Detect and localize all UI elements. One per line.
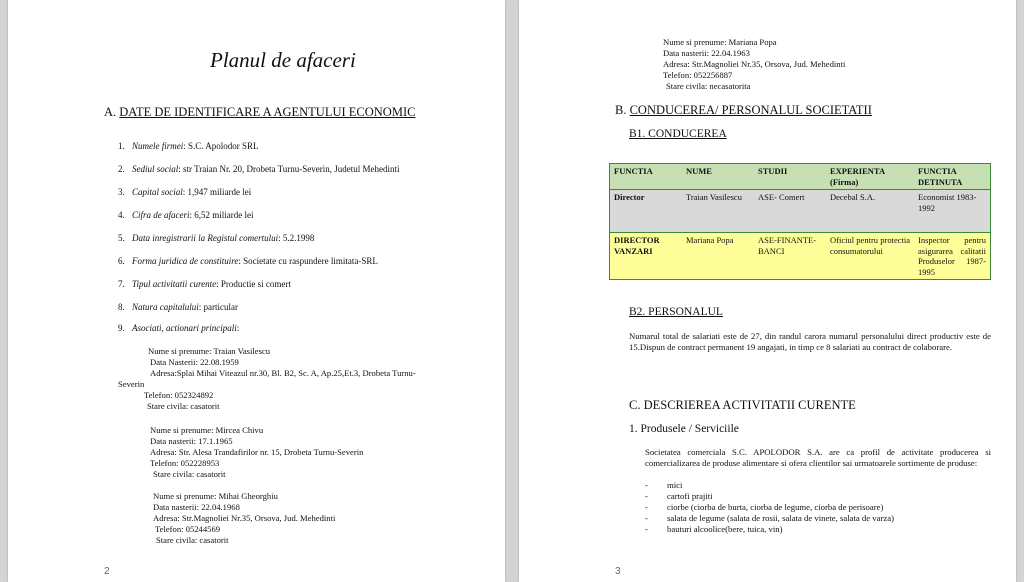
list-item — [645, 513, 894, 524]
list-item-label: Natura capitalului — [132, 302, 199, 312]
list-item-number: 4. — [118, 210, 125, 220]
list-item — [118, 279, 291, 289]
list-item — [645, 480, 894, 491]
list-item — [118, 210, 253, 220]
bullet-dash-icon: - — [645, 491, 648, 501]
table-header-cell: FUNCTIA — [610, 164, 683, 190]
list-item-value: : 6,52 miliarde lei — [189, 210, 254, 220]
list-item-number: 3. — [118, 187, 125, 197]
list-item-number: 9. — [118, 323, 125, 333]
table-cell: Oficiul pentru protectia consumatorului — [826, 233, 914, 280]
list-item-label: Tipul activitatii curente — [132, 279, 217, 289]
list-item — [645, 524, 894, 535]
page-number: 2 — [104, 566, 110, 577]
list-item-value: : — [236, 323, 240, 333]
product-label: bauturi alcoolice(bere, tuica, vin) — [667, 524, 783, 534]
table-cell: Director — [610, 190, 683, 233]
table-header-cell: STUDII — [754, 164, 826, 190]
table-cell: DIRECTOR VANZARI — [610, 233, 683, 280]
list-item-label: Forma juridica de constituire — [132, 256, 239, 266]
list-item-value: : particular — [198, 302, 238, 312]
bullet-dash-icon: - — [645, 480, 648, 490]
list-item-label: Capital social — [132, 187, 183, 197]
list-item-number: 6. — [118, 256, 125, 266]
associate-3: Nume si prenume: Mihai Gheorghiu Data nasterii: 22.04.1968 Adresa: Str.Magnoliei Nr.35, Orsova, Jud. Mehedinti Telefon: 05244569 Stare civila: casatorit — [153, 491, 336, 545]
bullet-dash-icon: - — [645, 524, 648, 534]
list-item-number: 2. — [118, 164, 125, 174]
table-row — [610, 190, 991, 233]
c1-heading: 1. Produsele / Serviciile — [629, 423, 739, 435]
associate-1-b: Telefon: 052324892 Stare civila: casatorit — [144, 390, 220, 411]
list-item-number: 8. — [118, 302, 125, 312]
table-header-cell: NUME — [682, 164, 754, 190]
list-item — [645, 502, 894, 513]
list-item — [645, 491, 894, 502]
list-item-value: : str Traian Nr. 20, Drobeta Turnu-Severin, Judetul Mehedinti — [178, 164, 400, 174]
list-item — [118, 141, 259, 151]
list-item-label: Numele firmei — [132, 141, 184, 151]
associate-1-address-cont: Severin — [118, 379, 145, 389]
associate-2: Nume si prenume: Mircea Chivu Data nasterii: 17.1.1965 Adresa: Str. Alesa Trandafirilor nr. 15, Drobeta Turnu-Severin Telefon: 052228953 Stare civila: casatorit — [150, 425, 364, 479]
list-item-value: : S.C. Apolodor SRL — [183, 141, 259, 151]
management-table — [609, 163, 991, 280]
list-item-label: Data inregistrarii la Registul comertului — [132, 233, 279, 243]
product-label: cartofi prajiti — [667, 491, 713, 501]
list-item — [118, 187, 251, 197]
document-page-3 — [519, 0, 1016, 582]
table-cell: Economist 1983-1992 — [914, 190, 991, 233]
b2-paragraph: Numarul total de salariati este de 27, din randul carora numarul personalului direct productiv este de 15.Dispun de contract permanent 19 angajati, in timp ce 8 salariati au contract de colaborare. — [629, 331, 991, 352]
products-list — [645, 480, 894, 535]
b2-heading: B2. PERSONALUL — [629, 306, 723, 318]
table-cell: ASE- Comert — [754, 190, 826, 233]
section-b-heading: B. CONDUCEREA/ PERSONALUL SOCIETATII — [615, 103, 872, 117]
section-c-heading: C. DESCRIEREA ACTIVITATII CURENTE — [629, 398, 856, 412]
associate-4: Nume si prenume: Mariana Popa Data nasterii: 22.04.1963 Adresa: Str.Magnoliei Nr.35, Orsova, Jud. Mehedinti Telefon: 052256887 Stare civila: necasatorita — [663, 37, 846, 91]
table-cell: ASE-FINANTE-BANCI — [754, 233, 826, 280]
section-a-heading: A. DATE DE IDENTIFICARE A AGENTULUI ECONOMIC — [104, 105, 416, 119]
list-item-number: 5. — [118, 233, 125, 243]
list-item-label: Sediul social — [132, 164, 179, 174]
table-cell: Inspector pentru asigurarea calitatii Produselor 1987-1995 — [914, 233, 991, 280]
list-item — [118, 323, 239, 333]
c1-paragraph: Societatea comerciala S.C. APOLODOR S.A. are ca profil de activitate producerea si comercializarea de produse alimentare si ofera clientilor sai urmatoarele sortimente de produse: — [645, 447, 991, 468]
table-cell: Mariana Popa — [682, 233, 754, 280]
list-item-number: 7. — [118, 279, 125, 289]
document-page-2 — [8, 0, 505, 582]
document-title: Planul de afaceri — [210, 48, 356, 72]
bullet-dash-icon: - — [645, 513, 648, 523]
list-item-value: : 1,947 miliarde lei — [182, 187, 252, 197]
list-item — [118, 233, 314, 243]
list-item — [118, 256, 378, 266]
table-header-cell: FUNCTIA DETINUTA — [914, 164, 991, 190]
product-label: mici — [667, 480, 683, 490]
list-item-number: 1. — [118, 141, 125, 151]
b1-heading: B1. CONDUCEREA — [629, 128, 727, 140]
product-label: salata de legume (salata de rosii, salata de vinete, salata de varza) — [667, 513, 894, 523]
list-item — [118, 302, 238, 312]
associate-1: Nume si prenume: Traian Vasilescu Data Nasterii: 22.08.1959 Adresa:Splai Mihai Viteazul nr.30, Bl. B2, Sc. A, Ap.25,Et.3, Drobeta Turnu- — [148, 346, 416, 378]
list-item-value: : Societate cu raspundere limitata-SRL — [238, 256, 378, 266]
bullet-dash-icon: - — [645, 502, 648, 512]
table-cell: Decebal S.A. — [826, 190, 914, 233]
list-item — [118, 164, 400, 174]
list-item-value: : Productie si comert — [216, 279, 291, 289]
table-header-row — [610, 164, 991, 190]
list-item-label: Asociati, actionari principali — [132, 323, 237, 333]
list-item-value: : 5.2.1998 — [278, 233, 315, 243]
table-cell: Traian Vasilescu — [682, 190, 754, 233]
product-label: ciorbe (ciorba de burta, ciorba de legume, ciorba de perisoare) — [667, 502, 884, 512]
table-header-cell: EXPERIENTA (Firma) — [826, 164, 914, 190]
page-number: 3 — [615, 566, 621, 577]
table-row — [610, 233, 991, 280]
list-item-label: Cifra de afaceri — [132, 210, 190, 220]
